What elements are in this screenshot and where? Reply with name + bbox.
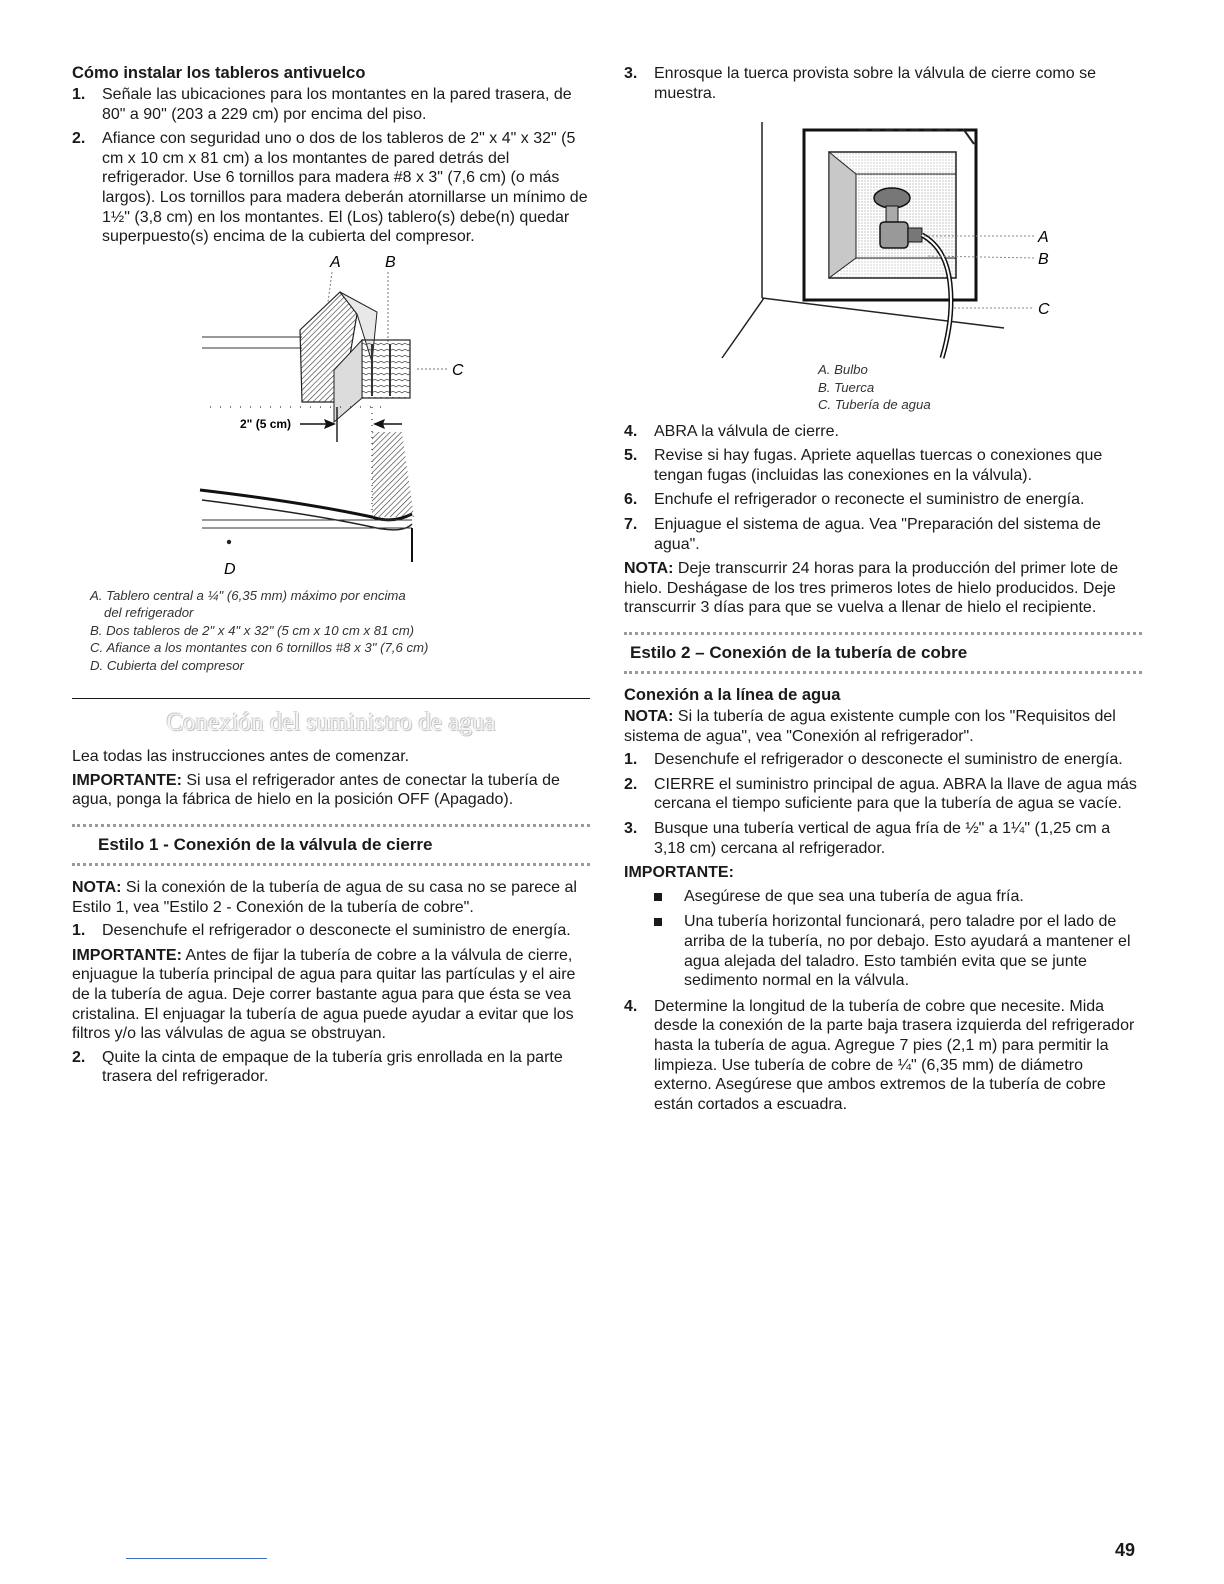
fig1-dimension: 2" (5 cm) bbox=[240, 416, 292, 431]
step-number: 1. bbox=[72, 922, 86, 940]
intro-text: Lea todas las instrucciones antes de comenzar. bbox=[72, 748, 410, 766]
step-number: 4. bbox=[624, 997, 638, 1015]
bullet-text: Una tubería horizontal funcionará, pero taladre por el lado de arriba de la tubería, no por debajo. Esto ayudará a mantener el agua alejada del taladro. Esto también evita que se junte sedimento normal en la válvula. bbox=[684, 913, 1131, 990]
nota-1 bbox=[72, 878, 590, 917]
step-text: Quite la cinta de empaque de la tubería gris enrollada en la parte trasera del refrigerador. bbox=[102, 1048, 563, 1086]
nota-text: Si la conexión de la tubería de agua de su casa no se parece al Estilo 1, vea "Estilo 2 - Conexión de la tubería de cobre". bbox=[72, 879, 577, 916]
style-1-step-3 bbox=[624, 64, 1142, 103]
style-1-step-7 bbox=[624, 515, 1142, 554]
nota-3 bbox=[624, 707, 1142, 746]
step-number: 2. bbox=[72, 130, 86, 148]
anti-tip-step-2 bbox=[72, 129, 590, 247]
caption-a-continued: del refrigerador bbox=[104, 605, 194, 621]
step-text: Determine la longitud de la tubería de cobre que necesite. Mida desde la conexión de la parte baja trasera izquierda del refrigerador hasta la tubería de agua. Agregue 7 pies (2,1 m) para permitir la limpieza. Use tubería de cobre de ¼" (6,35 mm) de diámetro externo. Asegúrese que ambos extremos de la tubería de cobre están cortados a escuadra. bbox=[654, 997, 1135, 1113]
step-text: ABRA la válvula de cierre. bbox=[654, 422, 839, 440]
important-label: IMPORTANTE: bbox=[72, 771, 182, 789]
bullet-item bbox=[624, 887, 1142, 907]
important-text: Si usa el refrigerador antes de conectar la tubería de agua, ponga la fábrica de hielo en la posición OFF (Apagado). bbox=[72, 771, 560, 809]
fig1-label-b: B bbox=[385, 253, 396, 271]
anti-tip-heading: Cómo instalar los tableros antivuelco bbox=[72, 64, 366, 82]
shutoff-valve-illustration bbox=[624, 108, 1142, 373]
step-number: 5. bbox=[624, 447, 638, 465]
step-number: 6. bbox=[624, 491, 638, 509]
bullet-item bbox=[624, 912, 1142, 990]
style-1-step-4 bbox=[624, 422, 1142, 442]
right-column bbox=[624, 64, 1142, 1119]
step-text: Revise si hay fugas. Apriete aquellas tuercas o conexiones que tengan fugas (incluidas las conexiones en la válvula). bbox=[654, 447, 1103, 484]
important-2 bbox=[72, 946, 590, 1044]
step-number: 1. bbox=[72, 86, 86, 103]
figure1-captions bbox=[72, 587, 590, 675]
step-text: Enjuague el sistema de agua. Vea "Preparación del sistema de agua". bbox=[654, 516, 1101, 553]
nota-text: Deje transcurrir 24 horas para la producción del primer lote de hielo. Deshágase de los tres primeros lotes de hielo producidos. Deje transcurrir 3 días para que se vuelva a llenar de hielo el recipiente. bbox=[624, 560, 1119, 617]
style-1-banner: Estilo 1 - Conexión de la válvula de cierre bbox=[72, 824, 590, 866]
fig1-label-a: A bbox=[330, 253, 341, 271]
step-text: Enrosque la tuerca provista sobre la válvula de cierre como se muestra. bbox=[654, 65, 1096, 102]
fig2-label-b: B bbox=[1038, 251, 1049, 269]
left-column bbox=[72, 64, 590, 1092]
style-2-banner: Estilo 2 – Conexión de la tubería de cobre bbox=[624, 632, 1142, 674]
water-line-heading: Conexión a la línea de agua bbox=[624, 686, 841, 705]
bullet-square-icon bbox=[654, 893, 662, 901]
step-text: Señale las ubicaciones para los montantes en la pared trasera, de 80" a 90" (203 a 229 cm) por encima del piso. bbox=[102, 86, 572, 123]
step-number: 3. bbox=[624, 820, 638, 837]
style-1-step-5 bbox=[624, 446, 1142, 485]
fig2-label-c: C bbox=[1038, 301, 1050, 319]
step-text: Busque una tubería vertical de agua fría de ½" a 1¼" (1,25 cm a 3,18 cm) cercana al refrigerador. bbox=[654, 820, 1111, 857]
style-2-step-3 bbox=[624, 819, 1142, 858]
step-text: Desenchufe el refrigerador o desconecte el suministro de energía. bbox=[102, 922, 571, 940]
important-3-label: IMPORTANTE: bbox=[624, 864, 734, 882]
nota-2 bbox=[624, 559, 1142, 618]
style-1-step-6 bbox=[624, 490, 1142, 510]
important-text: Antes de fijar la tubería de cobre a la válvula de cierre, enjuague la tubería principal de agua para quitar las partículas y el aire de la tubería de agua. Deje correr bastante agua para que ésta se vea cristalina. El enjuagar la tubería de agua puede ayudar a evitar que los filtros y/o las válvulas de agua se obstruyan. bbox=[72, 946, 576, 1043]
caption-a: A. Tablero central a ¼" (6,35 mm) máximo por encima bbox=[90, 587, 406, 603]
caption-c: C. Afiance a los montantes con 6 tornillos #8 x 3" (7,6 cm) bbox=[90, 640, 429, 656]
fig2-label-a: A bbox=[1038, 229, 1049, 247]
style-1-step-2 bbox=[72, 1048, 590, 1087]
step-number: 3. bbox=[624, 65, 638, 82]
anti-tip-step-1 bbox=[72, 85, 590, 124]
anti-tip-board-illustration bbox=[72, 252, 590, 597]
step-number: 2. bbox=[624, 775, 638, 793]
step-number: 1. bbox=[624, 751, 638, 769]
footer-link-underline bbox=[126, 1558, 267, 1559]
section-title: Conexión del suministro de agua bbox=[166, 709, 496, 737]
style-2-step-2 bbox=[624, 775, 1142, 814]
caption-tuerca: B. Tuerca bbox=[818, 379, 875, 395]
style-2-step-1 bbox=[624, 750, 1142, 770]
nota-label: NOTA: bbox=[72, 879, 122, 897]
nota-label: NOTA: bbox=[624, 708, 674, 726]
caption-d: D. Cubierta del compresor bbox=[90, 657, 244, 673]
step-text: CIERRE el suministro principal de agua. ABRA la llave de agua más cercana el tiempo suficiente para que la tubería de agua se vacíe. bbox=[654, 775, 1137, 813]
fig1-label-d: D bbox=[224, 560, 236, 578]
figure2-captions bbox=[624, 361, 1142, 414]
caption-b: B. Dos tableros de 2" x 4" x 32" (5 cm x 10 cm x 81 cm) bbox=[90, 622, 415, 638]
important-1 bbox=[72, 771, 590, 810]
step-text: Afiance con seguridad uno o dos de los tableros de 2" x 4" x 32" (5 cm x 10 cm x 81 cm) a los montantes de pared detrás del refrigerador. Use 6 tornillos para madera #8 x 3" (7,6 cm) (o más largos). Los tornillos para madera deberán atornillarse un mínimo de 1½" (3,8 cm) en los montantes. El (Los) tablero(s) debe(n) quedar superpuesto(s) encima de la cubierta del compresor. bbox=[102, 130, 588, 246]
step-number: 4. bbox=[624, 422, 638, 440]
style-1-step-1 bbox=[72, 921, 590, 941]
nota-text: Si la tubería de agua existente cumple con los "Requisitos del sistema de agua", vea "Conexión al refrigerador". bbox=[624, 708, 1116, 745]
page-number: 49 bbox=[1115, 1540, 1136, 1560]
fig1-label-c: C bbox=[452, 361, 464, 379]
section-divider bbox=[72, 698, 590, 699]
step-number: 7. bbox=[624, 516, 638, 534]
nota-label: NOTA: bbox=[624, 560, 674, 578]
caption-tuberia: C. Tubería de agua bbox=[818, 397, 931, 413]
step-text: Enchufe el refrigerador o reconecte el suministro de energía. bbox=[654, 491, 1085, 509]
bullet-text: Asegúrese de que sea una tubería de agua fría. bbox=[684, 887, 1024, 905]
step-number: 2. bbox=[72, 1048, 86, 1066]
bullet-square-icon bbox=[654, 918, 662, 926]
caption-bulbo: A. Bulbo bbox=[818, 362, 868, 378]
important-label: IMPORTANTE: bbox=[72, 946, 182, 964]
style-2-step-4 bbox=[624, 997, 1142, 1115]
step-text: Desenchufe el refrigerador o desconecte el suministro de energía. bbox=[654, 751, 1123, 769]
